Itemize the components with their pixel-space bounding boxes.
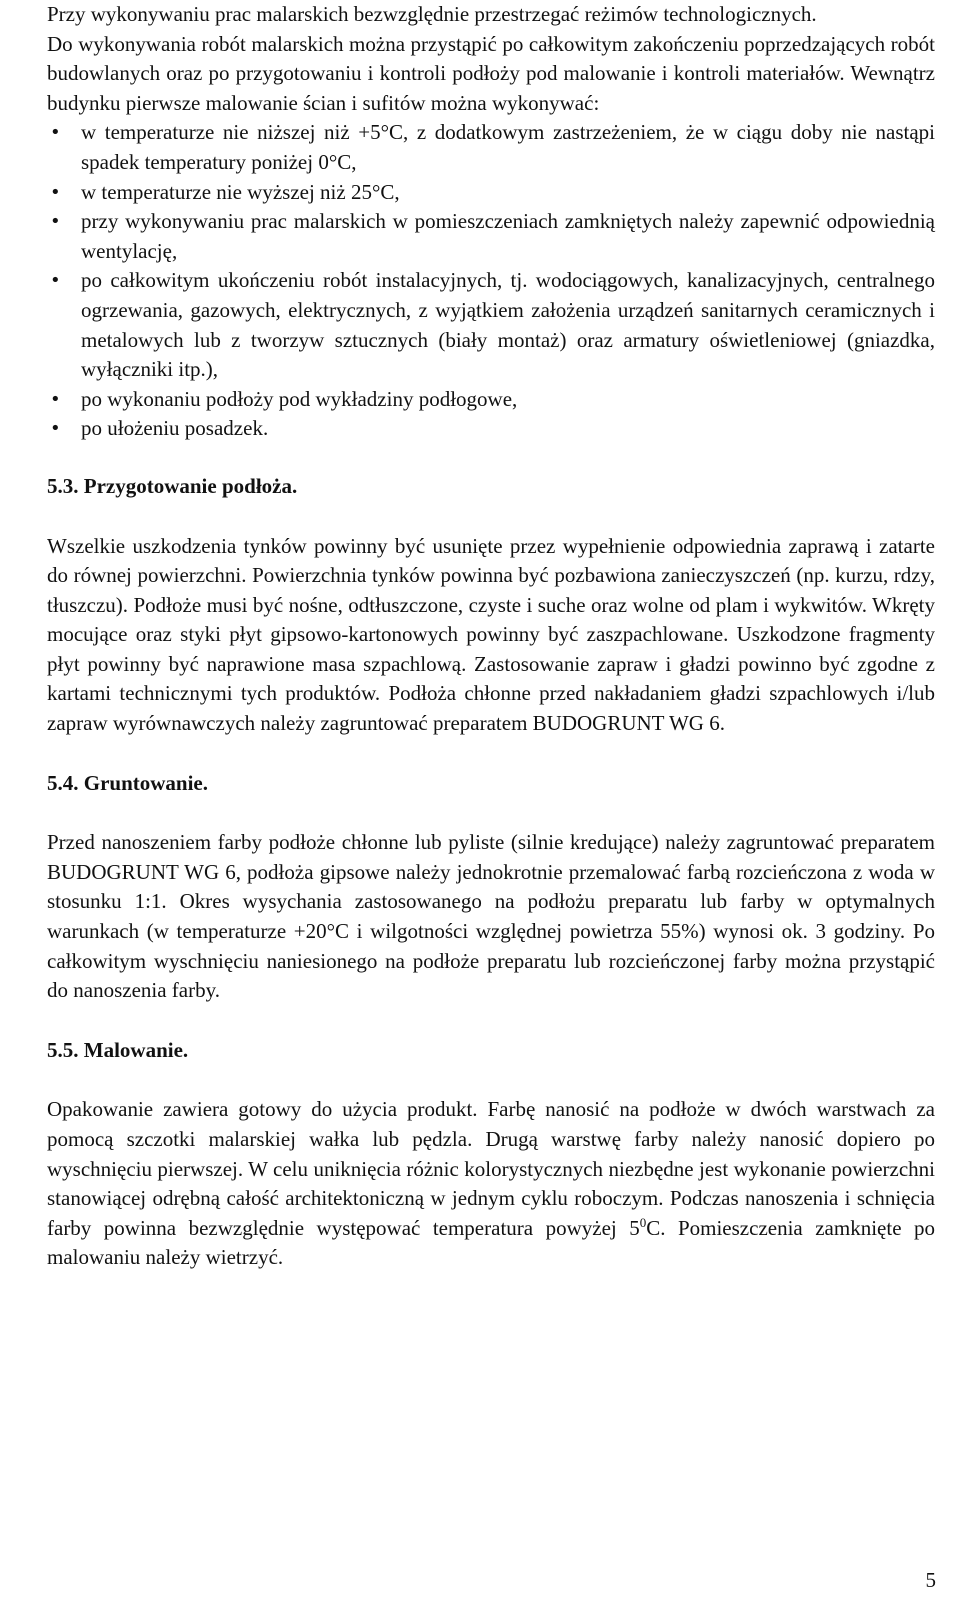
section-text-5-5 <box>47 1095 935 1273</box>
list-item: • po całkowitym ukończeniu robót instalacyjnych, tj. wodociągowych, kanalizacyjnych, centralnego ogrzewania, gazowych, elektrycznych, z wyjątkiem założenia urządzeń sanitarnych ceramicznych i metalowych lub z tworzyw sztucznych (biały montaż) oraz armatury oświetleniowej (gniazdka, wyłączniki itp.), <box>47 266 935 384</box>
section-heading-5-3: 5.3. Przygotowanie podłoża. <box>47 473 298 498</box>
section-text-5-5-part-2: C. Pomieszczenia zamknięte po malowaniu należy wietrzyć. <box>47 1215 936 1270</box>
list-item: • po ułożeniu posadzek. <box>47 414 935 444</box>
list-item: • przy wykonywaniu prac malarskich w pomieszczeniach zamkniętych należy zapewnić odpowiednią wentylację, <box>47 207 935 266</box>
section-heading-5-4: 5.4. Gruntowanie. <box>47 770 209 795</box>
list-item: • w temperaturze nie wyższej niż 25°C, <box>47 178 935 208</box>
intro-paragraph-1: Przy wykonywaniu prac malarskich bezwzględnie przestrzegać reżimów technologicznych. <box>47 2 817 26</box>
list-item: • po wykonaniu podłoży pod wykładziny podłogowe, <box>47 385 935 415</box>
page-number: 5 <box>925 1568 936 1592</box>
list-item: • w temperaturze nie niższej niż +5°C, z dodatkowym zastrzeżeniem, że w ciągu doby nie nastąpi spadek temperatury poniżej 0°C, <box>47 118 935 177</box>
document-page <box>47 0 935 1273</box>
conditions-list <box>47 118 935 444</box>
section-text-5-5-part-1: Opakowanie zawiera gotowy do użycia produkt. Farbę nanosić na podłoże w dwóch warstwach za pomocą szczotki malarskiej wałka lub pędzla. Drugą warstwę farby należy nanosić dopiero po wyschnięciu pierwszej. W celu uniknięcia różnic kolorystycznych niezbędne jest wykonanie powierzchni stanowiącej odrębną całość architektoniczną w jednym cyklu roboczym. Podczas nanoszenia i schnięcia farby powinna bezwzględnie występować temperatura powyżej 5 <box>47 1097 935 1240</box>
degree-superscript: 0 <box>639 1214 647 1230</box>
section-heading-5-5: 5.5. Malowanie. <box>47 1037 189 1062</box>
section-text-5-4: Przed nanoszeniem farby podłoże chłonne lub pyliste (silnie kredujące) należy zagruntować preparatem BUDOGRUNT WG 6, podłoża gipsowe należy jednokrotnie przemalować farbą rozcieńczona z woda w stosunku 1:1. Okres wysychania zastosowanego na podłożu preparatu lub farby w optymalnych warunkach (w temperaturze +20°C i wilgotności względnej powietrza 55%) wynosi ok. 3 godziny. Po całkowitym wyschnięciu naniesionego na podłoże preparatu lub rozcieńczonej farby można przystąpić do nanoszenia farby. <box>47 830 935 1003</box>
section-text-5-3: Wszelkie uszkodzenia tynków powinny być usunięte przez wypełnienie odpowiednia zaprawą i zatarte do równej powierzchni. Powierzchnia tynków powinna być pozbawiona zanieczyszczeń (np. kurzu, rdzy, tłuszczu). Podłoże musi być nośne, odtłuszczone, czyste i suche oraz wolne od plam i wykwitów. Wkręty mocujące oraz styki płyt gipsowo-kartonowych powinny być zaszpachlowane. Uszkodzone fragmenty płyt powinny być naprawione masa szpachlową. Zastosowanie zapraw i gładzi powinno być zgodne z kartami technicznymi tych produktów. Podłoża chłonne przed nakładaniem gładzi szpachlowych i/lub zapraw wyrównawczych należy zagruntować preparatem BUDOGRUNT WG 6. <box>47 533 935 736</box>
intro-paragraph-2: Do wykonywania robót malarskich można przystąpić po całkowitym zakończeniu poprzedzających robót budowlanych oraz po przygotowaniu i kontroli podłoży pod malowanie i kontroli materiałów. Wewnątrz budynku pierwsze malowanie ścian i sufitów można wykonywać: <box>47 31 935 115</box>
